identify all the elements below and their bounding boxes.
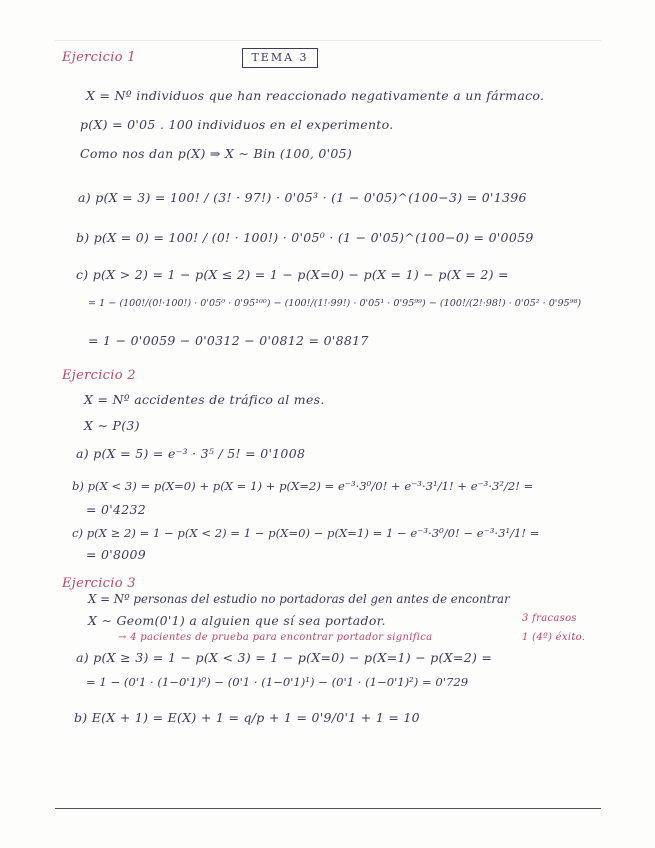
- exercise-3-title: Ejercicio 3: [62, 576, 136, 591]
- ex2-line: = 0'4232: [86, 502, 147, 517]
- ex1-line: = 1 − (100!/(0!·100!) · 0'05⁰ · 0'95¹⁰⁰) − (100!/(1!·99!) · 0'05¹ · 0'95⁹⁹) − (100!/(2!·98!) · 0'05² · 0'95⁹⁸): [88, 298, 582, 309]
- ex1-line: Como nos dan p(X) ⇒ X ∼ Bin (100, 0'05): [80, 146, 353, 161]
- ex2-line: X = Nº accidentes de tráfico al mes.: [84, 392, 325, 407]
- ex3-line: X ∼ Geom(0'1) a alguien que sí sea portador.: [88, 613, 386, 628]
- ex3-side-note: 3 fracasos: [522, 613, 577, 624]
- ex1-line: p(X) = 0'05 . 100 individuos en el experimento.: [80, 117, 394, 132]
- ex1-line: X = Nº individuos que han reaccionado negativamente a un fármaco.: [86, 88, 545, 103]
- ex3-line: a) p(X ≥ 3) = 1 − p(X < 3) = 1 − p(X=0) − p(X=1) − p(X=2) =: [76, 650, 493, 665]
- ex2-line: = 0'8009: [86, 547, 147, 562]
- top-rule: [55, 40, 601, 41]
- ex1-line: c) p(X > 2) = 1 − p(X ≤ 2) = 1 − p(X=0) − p(X = 1) − p(X = 2) =: [76, 267, 509, 282]
- ex1-line: a) p(X = 3) = 100! / (3! · 97!) · 0'05³ · (1 − 0'05)^(100−3) = 0'1396: [78, 190, 527, 205]
- ex2-line: X ∼ P(3): [84, 418, 140, 433]
- ex3-note: → 4 pacientes de prueba para encontrar portador significa: [118, 632, 433, 643]
- ex3-line: X = Nº personas del estudio no portadoras del gen antes de encontrar: [88, 592, 510, 606]
- ex3-side-note: 1 (4º) éxito.: [522, 632, 586, 643]
- exercise-1-title: Ejercicio 1: [62, 50, 136, 65]
- ex1-line: b) p(X = 0) = 100! / (0! · 100!) · 0'05⁰ · (1 − 0'05)^(100−0) = 0'0059: [76, 230, 534, 245]
- ex2-line: a) p(X = 5) = e⁻³ · 3⁵ / 5! = 0'1008: [76, 446, 306, 461]
- bottom-rule: [55, 808, 601, 809]
- exercise-2-title: Ejercicio 2: [62, 368, 136, 383]
- ex3-line: = 1 − (0'1 · (1−0'1)⁰) − (0'1 · (1−0'1)¹) − (0'1 · (1−0'1)²) = 0'729: [86, 675, 469, 689]
- ex2-line: c) p(X ≥ 2) = 1 − p(X < 2) = 1 − p(X=0) − p(X=1) = 1 − e⁻³·3⁰/0! − e⁻³·3¹/1! =: [72, 526, 540, 540]
- ex3-line: b) E(X + 1) = E(X) + 1 = q/p + 1 = 0'9/0'1 + 1 = 10: [74, 710, 420, 725]
- ex1-line: = 1 − 0'0059 − 0'0312 − 0'0812 = 0'8817: [88, 333, 369, 348]
- ex2-line: b) p(X < 3) = p(X=0) + p(X = 1) + p(X=2) = e⁻³·3⁰/0! + e⁻³·3¹/1! + e⁻³·3²/2! =: [72, 479, 534, 493]
- tema-box: TEMA 3: [242, 48, 318, 68]
